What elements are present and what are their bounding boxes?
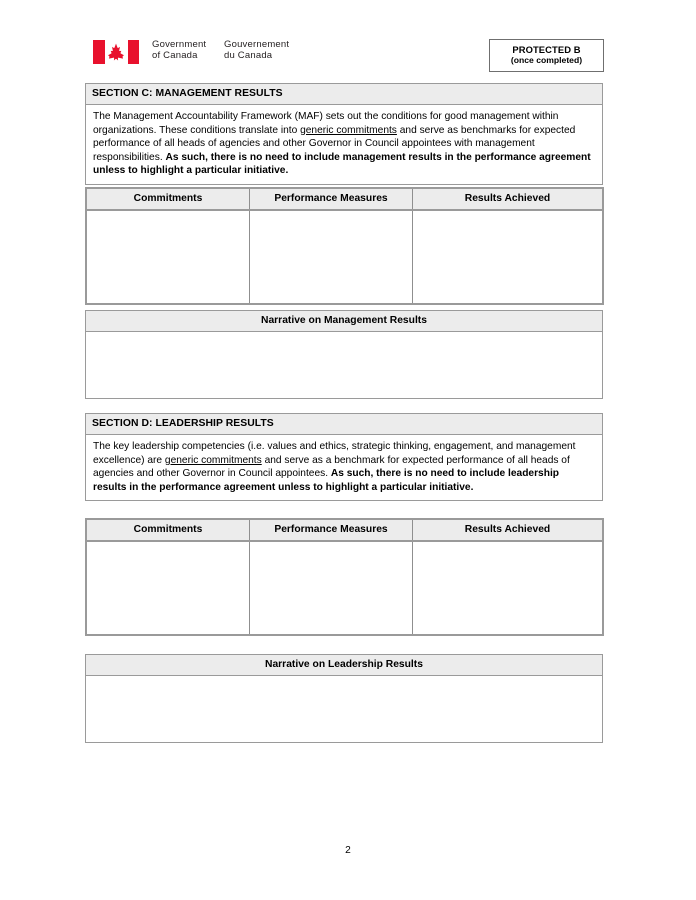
flag-bar-left — [93, 40, 105, 64]
wordmark-french — [224, 40, 289, 61]
document-header — [0, 0, 696, 78]
table-row — [87, 211, 602, 303]
column-header-performance-measures: Performance Measures — [250, 520, 413, 540]
narrative-leadership-input[interactable] — [86, 676, 602, 742]
cell-commitments[interactable] — [87, 542, 250, 634]
section-c — [85, 83, 603, 185]
section-c-body — [86, 105, 602, 184]
leadership-results-table — [85, 518, 604, 636]
flag-bar-right — [128, 40, 140, 64]
column-header-commitments: Commitments — [87, 520, 250, 540]
section-c-body-part2: and serve as benchmarks for expected performance of all heads of agencies and other Governor in Council appointees with management responsibilities. — [93, 124, 576, 163]
security-classification-box — [489, 39, 604, 72]
cell-commitments[interactable] — [87, 211, 250, 303]
cell-results-achieved[interactable] — [413, 211, 602, 303]
section-d-body-part1: The key leadership competencies (i.e. values and ethics, strategic thinking, engagement, and management excellence) are — [93, 441, 576, 466]
wordmark-english-line1: Government — [152, 39, 207, 50]
section-c-body-part1: The Management Accountability Framework (MAF) sets out the conditions for good management within organizations. These conditions translate into — [93, 111, 559, 136]
section-d-generic-commitments-link[interactable]: generic commitments — [164, 454, 262, 466]
section-d-body-emphasis: As such, there is no need to include leadership results in the performance agreement unless to highlight a particular initiative. — [93, 468, 559, 493]
classification-level: PROTECTED B — [512, 44, 581, 55]
management-results-table — [85, 187, 604, 305]
cell-performance-measures[interactable] — [250, 542, 413, 634]
maple-leaf-icon — [107, 43, 126, 62]
section-c-generic-commitments-link[interactable]: generic commitments — [300, 124, 397, 136]
government-of-canada-wordmark — [93, 40, 289, 64]
section-d-body-part2: and serve as a benchmark for expected performance of all heads of agencies and other Governor in Council appointees. — [93, 454, 570, 480]
column-header-results-achieved: Results Achieved — [464, 524, 551, 535]
section-c-body-emphasis: As such, there is no need to include management results in the performance agreement unless to highlight a particular initiative. — [93, 151, 591, 177]
narrative-management-results — [85, 310, 603, 399]
narrative-management-title: Narrative on Management Results — [86, 311, 602, 332]
table-header-row — [87, 520, 602, 542]
narrative-leadership-title: Narrative on Leadership Results — [86, 655, 602, 676]
section-d — [85, 413, 603, 501]
canada-flag-icon — [93, 40, 139, 64]
wordmark-french-line1: Gouvernement — [224, 39, 290, 50]
wordmark-english — [152, 40, 224, 61]
column-header-results-achieved: Results Achieved — [464, 193, 551, 204]
section-d-body — [86, 435, 602, 500]
wordmark-english-line2: of Canada — [152, 49, 198, 61]
wordmark-french-line2: du Canada — [224, 49, 273, 61]
column-header-performance-measures: Performance Measures — [250, 189, 413, 209]
table-row — [87, 542, 602, 634]
section-d-title: SECTION D: LEADERSHIP RESULTS — [86, 414, 602, 435]
column-header-commitments: Commitments — [87, 189, 250, 209]
wordmark-text — [152, 40, 289, 61]
section-c-title: SECTION C: MANAGEMENT RESULTS — [86, 84, 602, 105]
cell-performance-measures[interactable] — [250, 211, 413, 303]
table-header-row — [87, 189, 602, 211]
narrative-management-input[interactable] — [86, 332, 602, 398]
cell-results-achieved[interactable] — [413, 542, 602, 634]
page-number: 2 — [345, 845, 351, 856]
narrative-leadership-results — [85, 654, 603, 743]
classification-note: (once completed) — [510, 55, 583, 65]
